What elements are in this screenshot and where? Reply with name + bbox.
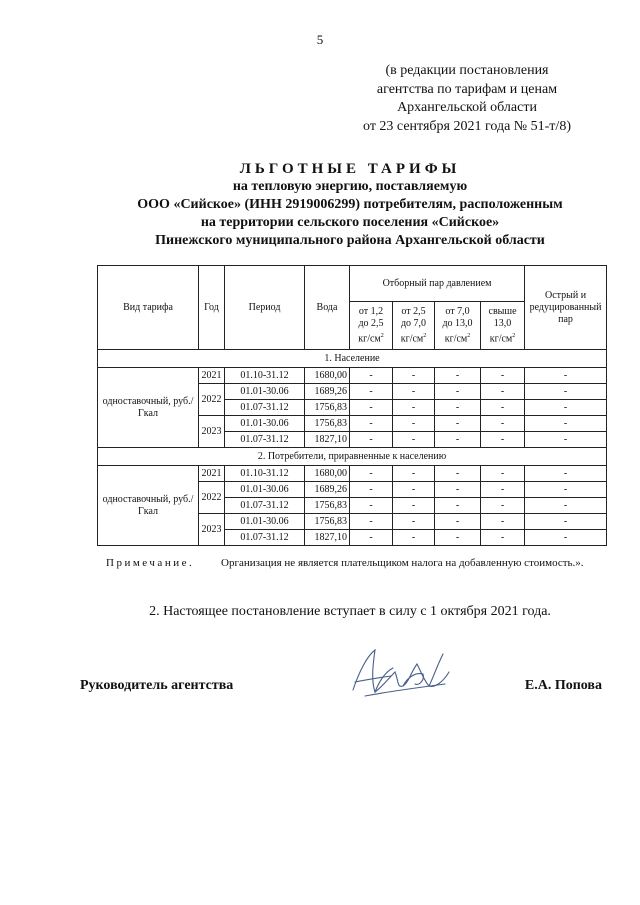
empty-value-cell: -	[350, 482, 393, 498]
unit-text: кг/см	[444, 333, 468, 345]
header-steam-3-from: от 7,0	[445, 305, 470, 317]
empty-value-cell: -	[435, 514, 481, 530]
header-sharp-steam: Острый и редуцированный пар	[525, 266, 607, 350]
period-cell: 01.07-31.12	[225, 432, 305, 448]
heading-line-5: Пинежского муниципального района Архангельской области	[155, 233, 545, 248]
period-cell: 01.01-30.06	[225, 384, 305, 400]
header-steam-1-unit	[352, 330, 390, 345]
empty-value-cell: -	[350, 368, 393, 384]
empty-value-cell: -	[481, 416, 525, 432]
empty-value-cell: -	[525, 498, 607, 514]
empty-value-cell: -	[393, 498, 435, 514]
header-steam-4-to: 13,0	[493, 317, 512, 329]
water-cell: 1827,10	[305, 530, 350, 546]
header-steam: Отборный пар давлением	[350, 266, 525, 302]
water-cell: 1756,83	[305, 416, 350, 432]
empty-value-cell: -	[525, 432, 607, 448]
empty-value-cell: -	[350, 530, 393, 546]
period-cell: 01.01-30.06	[225, 514, 305, 530]
tariff-table-body	[98, 350, 607, 546]
header-steam-1	[350, 302, 393, 350]
handwritten-signature	[345, 642, 455, 704]
period-cell: 01.07-31.12	[225, 530, 305, 546]
signatory-title: Руководитель агентства	[80, 678, 234, 693]
empty-value-cell: -	[435, 432, 481, 448]
empty-value-cell: -	[435, 498, 481, 514]
heading-line-2: на тепловую энергию, поставляемую	[232, 179, 468, 194]
unit-exponent: 2	[467, 332, 471, 339]
water-cell: 1680,00	[305, 368, 350, 384]
year-cell: 2021	[199, 466, 225, 482]
header-period: Период	[225, 266, 305, 350]
note-label: Примечание.	[106, 557, 195, 569]
header-steam-4-unit	[483, 330, 522, 345]
header-steam-3-to: до 13,0	[442, 317, 473, 329]
unit-exponent: 2	[380, 332, 384, 339]
period-cell: 01.10-31.12	[225, 368, 305, 384]
empty-value-cell: -	[525, 530, 607, 546]
empty-value-cell: -	[525, 514, 607, 530]
empty-value-cell: -	[481, 400, 525, 416]
empty-value-cell: -	[350, 432, 393, 448]
header-steam-2-from: от 2,5	[401, 305, 426, 317]
empty-value-cell: -	[481, 368, 525, 384]
empty-value-cell: -	[393, 466, 435, 482]
unit-exponent: 2	[512, 332, 516, 339]
empty-value-cell: -	[435, 384, 481, 400]
empty-value-cell: -	[393, 416, 435, 432]
header-steam-4-from: свыше	[488, 305, 517, 317]
empty-value-cell: -	[350, 466, 393, 482]
water-cell: 1827,10	[305, 432, 350, 448]
empty-value-cell: -	[435, 400, 481, 416]
water-cell: 1689,26	[305, 482, 350, 498]
empty-value-cell: -	[525, 466, 607, 482]
empty-value-cell: -	[393, 384, 435, 400]
empty-value-cell: -	[350, 514, 393, 530]
empty-value-cell: -	[435, 416, 481, 432]
heading-title: ЛЬГОТНЫЕ ТАРИФЫ	[239, 161, 461, 177]
edition-line-4: от 23 сентября 2021 года № 51-т/8)	[363, 118, 571, 134]
empty-value-cell: -	[393, 400, 435, 416]
paragraph-2: 2. Настоящее постановление вступает в силу с 1 октября 2021 года.	[149, 604, 551, 619]
period-cell: 01.07-31.12	[225, 400, 305, 416]
unit-text: кг/см	[358, 333, 381, 345]
header-water: Вода	[305, 266, 350, 350]
empty-value-cell: -	[393, 432, 435, 448]
header-steam-2-to: до 7,0	[400, 317, 427, 329]
header-steam-3	[435, 302, 481, 350]
tariff-table	[97, 265, 607, 546]
empty-value-cell: -	[393, 368, 435, 384]
period-cell: 01.10-31.12	[225, 466, 305, 482]
edition-line-1: (в редакции постановления	[385, 63, 549, 78]
empty-value-cell: -	[435, 482, 481, 498]
year-cell: 2023	[199, 416, 225, 448]
unit-text: кг/см	[489, 333, 513, 345]
water-cell: 1756,83	[305, 514, 350, 530]
period-cell: 01.01-30.06	[225, 482, 305, 498]
empty-value-cell: -	[435, 368, 481, 384]
empty-value-cell: -	[525, 384, 607, 400]
water-cell: 1689,26	[305, 384, 350, 400]
note-text: Организация не является плательщиком налога на добавленную стоимость.».	[221, 557, 584, 569]
page-number: 5	[316, 32, 324, 47]
edition-note	[347, 62, 587, 136]
signatory-name: Е.А. Попова	[524, 678, 602, 693]
heading-line-4: на территории сельского поселения «Сийское»	[200, 215, 500, 230]
year-cell: 2023	[199, 514, 225, 546]
empty-value-cell: -	[435, 466, 481, 482]
empty-value-cell: -	[481, 384, 525, 400]
empty-value-cell: -	[350, 384, 393, 400]
empty-value-cell: -	[350, 400, 393, 416]
empty-value-cell: -	[481, 514, 525, 530]
header-tariff-type: Вид тарифа	[98, 266, 199, 350]
water-cell: 1756,83	[305, 498, 350, 514]
header-steam-2-unit	[395, 330, 432, 345]
year-cell: 2021	[199, 368, 225, 384]
tariff-type-cell: одноставочный, руб./Гкал	[98, 466, 199, 546]
unit-exponent: 2	[423, 332, 427, 339]
empty-value-cell: -	[393, 530, 435, 546]
year-cell: 2022	[199, 384, 225, 416]
edition-line-2: агентства по тарифам и ценам	[376, 81, 558, 97]
water-cell: 1680,00	[305, 466, 350, 482]
header-year: Год	[199, 266, 225, 350]
tariff-type-cell: одноставочный, руб./Гкал	[98, 368, 199, 448]
header-steam-1-from: от 1,2	[358, 305, 384, 317]
section-row	[98, 350, 607, 368]
empty-value-cell: -	[525, 416, 607, 432]
period-cell: 01.01-30.06	[225, 416, 305, 432]
empty-value-cell: -	[481, 432, 525, 448]
section-row	[98, 448, 607, 466]
empty-value-cell: -	[481, 482, 525, 498]
empty-value-cell: -	[393, 514, 435, 530]
empty-value-cell: -	[481, 466, 525, 482]
document-heading	[0, 160, 640, 250]
empty-value-cell: -	[393, 482, 435, 498]
empty-value-cell: -	[350, 416, 393, 432]
empty-value-cell: -	[350, 498, 393, 514]
empty-value-cell: -	[481, 530, 525, 546]
empty-value-cell: -	[481, 498, 525, 514]
period-cell: 01.07-31.12	[225, 498, 305, 514]
header-steam-4	[481, 302, 525, 350]
unit-text: кг/см	[400, 333, 424, 345]
section-title: 2. Потребители, приравненные к населению	[98, 448, 607, 466]
water-cell: 1756,83	[305, 400, 350, 416]
empty-value-cell: -	[525, 368, 607, 384]
table-row	[98, 466, 607, 482]
header-steam-3-unit	[437, 330, 478, 345]
year-cell: 2022	[199, 482, 225, 514]
empty-value-cell: -	[525, 482, 607, 498]
header-steam-1-to: до 2,5	[358, 317, 384, 329]
heading-line-3: ООО «Сийское» (ИНН 2919006299) потребителям, расположенным	[137, 197, 563, 212]
empty-value-cell: -	[435, 530, 481, 546]
edition-line-3: Архангельской области	[397, 100, 537, 115]
table-row	[98, 368, 607, 384]
empty-value-cell: -	[525, 400, 607, 416]
header-steam-2	[393, 302, 435, 350]
section-title: 1. Население	[98, 350, 607, 368]
